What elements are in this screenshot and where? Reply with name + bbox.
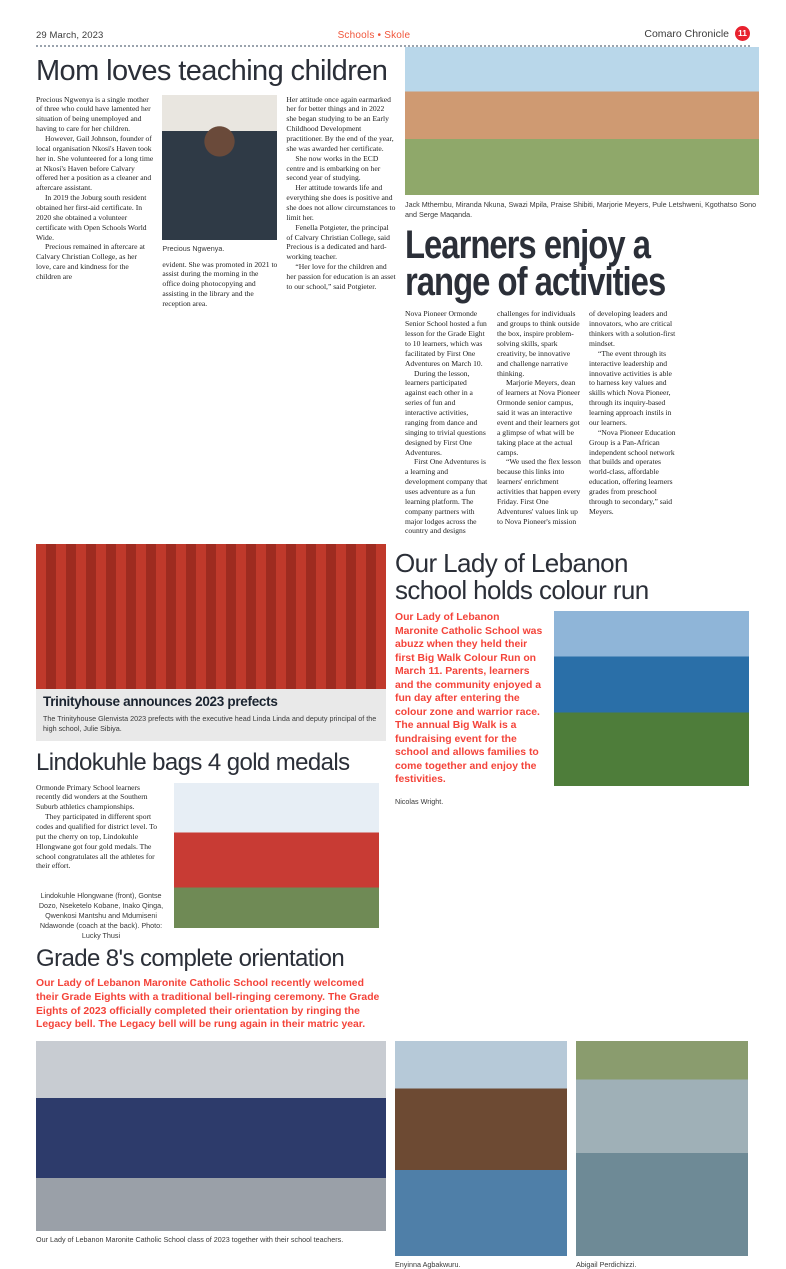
paragraph: “Nova Pioneer Education Group is a Pan-African independent school network that builds and operates world-class, affordable education, offering learners grades from preschool through to secondary,” said Meyers. xyxy=(589,427,676,516)
photo-precious-ngwenya xyxy=(162,95,277,240)
article-grade-8-orientation xyxy=(36,947,386,1032)
photo-caption: Our Lady of Lebanon Maronite Catholic School class of 2023 together with their school teachers. xyxy=(36,1234,344,1244)
middle-right-column xyxy=(395,544,750,1031)
page-number-badge: 11 xyxy=(735,26,750,41)
article-colour-run-text xyxy=(395,611,545,807)
photo-teachers-group xyxy=(405,47,759,195)
photo-enyinna-agbakwuru xyxy=(395,1041,567,1256)
article-colour-run xyxy=(395,550,750,807)
bottom-photo-row xyxy=(36,1041,750,1269)
bottom-photo-1 xyxy=(36,1041,386,1269)
photo-caption: Nicolas Wright. xyxy=(395,796,444,806)
article-learners-column-3 xyxy=(589,309,679,536)
paragraph: She now works in the ECD centre and is embarking on her second year of studying. xyxy=(286,153,381,183)
bottom-photo-2 xyxy=(395,1041,567,1269)
paragraph: evident. She was promoted in 2021 to assist during the morning in the office doing photocopying and assisting in the library and the reception area. xyxy=(162,259,278,308)
middle-left-column xyxy=(36,544,386,1031)
article-learners-enjoy xyxy=(405,222,759,536)
photo-caption: Abigail Perdichizzi. xyxy=(576,1259,637,1269)
trinityhouse-headline: Trinityhouse announces 2023 prefects xyxy=(43,694,278,710)
masthead-right xyxy=(644,26,750,41)
article-grade8-headline: Grade 8's complete orientation xyxy=(36,945,345,972)
paragraph: During the lesson, learners participated against each other in a series of fun and interactive activities, ranging from dance and singing to trivial questions designed by First One Adventures. xyxy=(405,368,486,457)
photo-trinityhouse-prefects xyxy=(36,544,386,689)
paragraph: “Her love for the children and her passion for education is an asset to our school,” said Potgieter. xyxy=(286,262,396,291)
paragraph: “The event through its interactive leadership and innovative activities is able to harness key values and skills which Nova Pioneer, through its inquiry-based learning approach instils in our learners. xyxy=(589,348,672,427)
paragraph: Fenella Potgieter, the principal of Calvary Christian College, said Precious is a dedicated and hard-working teacher. xyxy=(286,222,390,262)
paragraph: challenges for individuals and groups to think outside the box, inspire problem-solving skills, spark creativity, be innovative and challenge narrative thinking. xyxy=(497,309,580,378)
article-learners-headline-line1: Learners enjoy a xyxy=(405,222,650,267)
article-mom-column-1 xyxy=(36,95,153,309)
issue-date: 29 March, 2023 xyxy=(36,30,104,41)
paragraph: In 2019 the Joburg south resident obtained her first-aid certificate. In 2020 she obtained a volunteer certificate with Open Schools World Wide. xyxy=(36,193,147,242)
article-colour-run-headline-line2: school holds colour run xyxy=(395,574,649,605)
photo-caption: Enyinna Agbakwuru. xyxy=(395,1259,461,1269)
article-colour-run-body xyxy=(395,611,750,807)
article-mom-columns xyxy=(36,95,396,309)
paragraph: Precious remained in aftercare at Calvary Christian College, as her love, care and kindness for the children are xyxy=(36,242,145,282)
bottom-photo-3 xyxy=(576,1041,748,1269)
page-title: Mom loves teaching children xyxy=(36,55,388,87)
article-learners-columns xyxy=(405,309,759,536)
paragraph: Her attitude once again earmarked her for better things and in 2022 she began studying to be an Early Childhood Development practitioner. By the end of the year, she was awarded her certificate. xyxy=(286,94,394,153)
photo-lindokuhle-athletes xyxy=(174,783,379,928)
paragraph: of developing leaders and innovators, who are critical thinkers with a solution-first mindset. xyxy=(589,309,676,349)
photo-caption: Precious Ngwenya. xyxy=(162,243,225,253)
article-learners-column-1 xyxy=(405,309,489,536)
photo-nicolas-wright xyxy=(554,611,749,786)
trinityhouse-caption-bar xyxy=(36,689,386,741)
paragraph: However, Gail Johnson, founder of local organisation Nkosi's Haven took her in. She volunteered for a long time at Nkosi's Haven before Calvary offered her a position as a cleaner and aftercare assistant. xyxy=(36,134,154,193)
article-learners-column-2 xyxy=(497,309,581,536)
paragraph: They participated in different sport codes and qualified for district level. To put the cherry on top, Lindokuhle Hlongwane got four gold medals. The school congratulates all the athletes for their effort. xyxy=(36,812,158,871)
paragraph: Precious Ngwenya is a single mother of three who could have lamented her situation of being unemployed and having to care for her children. xyxy=(36,94,151,134)
article-learners-headline-line2: range of activities xyxy=(405,259,666,304)
photo-class-of-2023 xyxy=(36,1041,386,1231)
article-trinityhouse xyxy=(36,544,386,741)
photo-abigail-perdichizzi xyxy=(576,1041,748,1256)
right-top-column xyxy=(405,47,759,536)
paragraph: Nova Pioneer Ormonde Senior School hosted a fun lesson for the Grade Eight to 10 learners, which was facilitated by First One Adventures on March 10. xyxy=(405,309,487,368)
article-mom-loves-teaching xyxy=(36,47,396,536)
article-lindokuhle-text xyxy=(36,783,166,941)
paragraph: Her attitude towards life and everything she does is positive and she does not allow circumstances to limit her. xyxy=(286,183,396,222)
photo-caption: Lindokuhle Hlongwane (front), Gontse Dozo, Nseketelo Kobane, Inako Qinga, Qwenkosi Mantshu and Mdumiseni Ndawonde (coach at the back). Photo: Lucky Thusi xyxy=(38,891,164,941)
publication-title: Comaro Chronicle xyxy=(644,27,729,40)
article-grade8-intro: Our Lady of Lebanon Maronite Catholic School recently welcomed their Grade Eights with a traditional bell-ringing ceremony. The Grade Eights of 2023 officially completed their orientation by ringing the Legacy bell. The Legacy bell will be rung again in their matric year. xyxy=(36,978,380,1031)
paragraph: Ormonde Primary School learners recently did wonders at the Southern Suburb athletics championships. xyxy=(36,782,148,812)
article-lindokuhle xyxy=(36,751,386,941)
article-colour-run-intro: Our Lady of Lebanon Maronite Catholic School was abuzz when they held their first Big Walk Colour Run on March 11. Parents, learners and the community enjoyed a fun day after entering the colour zone and warrior race. The annual Big Walk is a fundraising event for the school and allows families to come together and enjoy the festivities. xyxy=(395,612,543,786)
photo-caption: The Trinityhouse Glenvista 2023 prefects with the executive head Linda Linda and deputy principal of the high school, Julie Sibiya. xyxy=(43,714,377,734)
article-lindokuhle-headline: Lindokuhle bags 4 gold medals xyxy=(36,749,350,777)
photo-caption: Jack Mthembu, Miranda Nkuna, Swazi Mpila, Praise Shibiti, Marjorie Meyers, Pule Letshweni, Kgothatso Sono and Serge Maqanda. xyxy=(405,200,757,219)
paragraph: First One Adventures is a learning and development company that uses adventure as a fun learning platform. The company partners with major lodges across the country and designs xyxy=(405,457,488,536)
article-mom-column-3 xyxy=(286,95,396,309)
article-colour-run-headline-line1: Our Lady of Lebanon xyxy=(395,548,628,579)
masthead xyxy=(36,0,750,41)
article-mom-column-2 xyxy=(162,95,277,309)
section-label: Schools • Skole xyxy=(337,30,411,41)
paragraph: Marjorie Meyers, dean of learners at Nova Pioneer Ormonde senior campus, said it was an interactive event and their learners got a glimpse of what will be taking place at the actual camps. xyxy=(497,378,581,457)
masthead-center xyxy=(103,28,644,41)
article-lindokuhle-body xyxy=(36,783,386,941)
paragraph: “We used the flex lesson because this links into learners' enrichment activities that happen every Friday. First One Adventures' values link up to Nova Pioneer's mission xyxy=(497,457,581,526)
